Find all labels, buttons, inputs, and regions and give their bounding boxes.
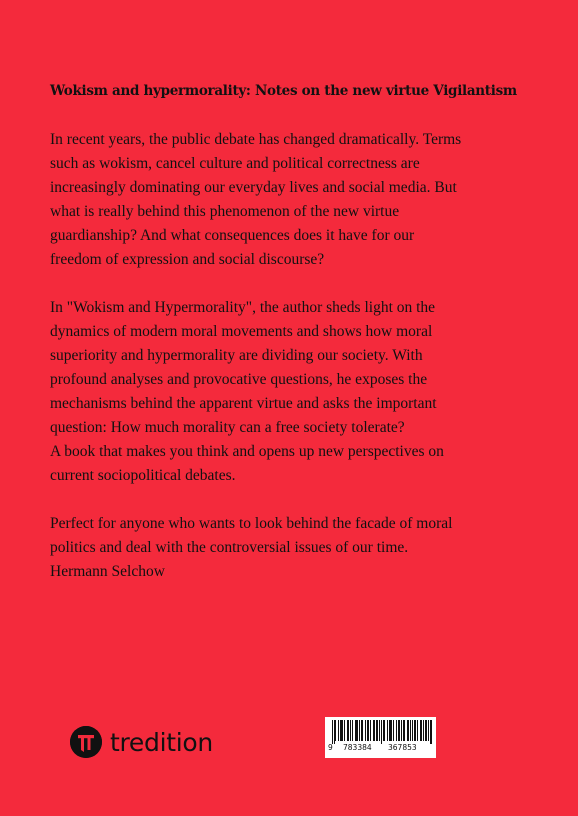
barcode-bar <box>399 720 400 741</box>
barcode-bar <box>338 720 339 741</box>
blurb-line: such as wokism, cancel culture and political correctness are <box>50 155 420 172</box>
barcode-bars-graphic <box>329 720 432 744</box>
barcode-bar <box>396 720 397 741</box>
barcode-bar <box>425 720 426 741</box>
barcode-bar <box>421 720 422 741</box>
blurb-line: current sociopolitical debates. <box>50 467 236 484</box>
blurb-paragraph-1 <box>50 128 520 272</box>
barcode-bar <box>426 720 427 741</box>
barcode-bar <box>408 720 409 741</box>
blurb-line: A book that makes you think and opens up new perspectives on <box>50 443 444 460</box>
blurb-line: freedom of expression and social discourse? <box>50 251 325 268</box>
blurb-line: increasingly dominating our everyday lives and social media. But <box>50 179 457 196</box>
author-name: Hermann Selchow <box>50 563 165 580</box>
blurb-line: Perfect for anyone who wants to look behind the facade of moral <box>50 515 453 532</box>
barcode-bar <box>423 720 424 741</box>
barcode-bar <box>417 720 418 741</box>
barcode-bar <box>428 720 429 741</box>
barcode-bar <box>407 720 408 741</box>
barcode-right-digits: 367853 <box>388 743 417 752</box>
barcode-bar <box>335 720 336 741</box>
barcode-bar <box>368 720 369 741</box>
barcode-bar <box>341 720 342 741</box>
barcode-bar <box>365 720 366 741</box>
barcode-bar <box>401 720 402 741</box>
barcode-bar <box>356 720 357 741</box>
barcode-bar <box>404 720 405 741</box>
barcode-bar <box>431 720 432 744</box>
barcode-bar <box>334 720 335 744</box>
barcode-bar <box>430 720 431 744</box>
barcode-bar <box>414 720 415 741</box>
barcode-bar <box>393 720 394 741</box>
barcode-bar <box>350 720 351 741</box>
blurb-paragraph-2 <box>50 296 520 488</box>
barcode-bar <box>344 720 345 741</box>
barcode-bar <box>376 720 377 741</box>
blurb-paragraph-3 <box>50 512 520 584</box>
barcode-bar <box>374 720 375 741</box>
publisher-logo <box>70 726 213 758</box>
barcode-bar <box>361 720 362 741</box>
barcode-bar <box>390 720 391 741</box>
barcode-bar <box>352 720 353 741</box>
barcode-bar <box>387 720 388 741</box>
blurb-line: guardianship? And what consequences does it have for our <box>50 227 415 244</box>
barcode-bar <box>381 720 382 744</box>
barcode-first-digit: 9 <box>328 743 333 752</box>
blurb-line: question: How much morality can a free society tolerate? <box>50 419 405 436</box>
publisher-name: tredition <box>110 727 213 757</box>
barcode-bar <box>391 720 392 741</box>
barcode-bar <box>410 720 411 741</box>
barcode-bar <box>415 720 416 741</box>
book-title: Wokism and hypermorality: Notes on the new virtue Vigilantism <box>50 83 517 99</box>
blurb-line: mechanisms behind the apparent virtue and asks the important <box>50 395 437 412</box>
barcode-bar <box>370 720 371 741</box>
barcode-bar <box>389 720 390 741</box>
barcode-bar <box>403 720 404 741</box>
blurb-line: In recent years, the public debate has changed dramatically. Terms <box>50 131 462 148</box>
barcode-bar <box>348 720 349 741</box>
barcode-bar <box>332 720 333 744</box>
barcode-bar <box>379 720 380 741</box>
blurb-line: profound analyses and provocative questions, he exposes the <box>50 371 428 388</box>
blurb-line: politics and deal with the controversial issues of our time. <box>50 539 409 556</box>
barcode-bar <box>420 720 421 741</box>
barcode-bar <box>384 720 385 741</box>
blurb-line: what is really behind this phenomenon of the new virtue <box>50 203 400 220</box>
blurb-line: superiority and hypermorality are dividing our society. With <box>50 347 423 364</box>
barcode-bar <box>359 720 360 741</box>
blurb-line: dynamics of modern moral movements and shows how moral <box>50 323 433 340</box>
barcode-bar <box>357 720 358 741</box>
barcode-left-digits: 783384 <box>343 743 372 752</box>
barcode-bar <box>377 720 378 741</box>
barcode-bar <box>412 720 413 741</box>
barcode-bar <box>398 720 399 741</box>
barcode-bar <box>383 720 384 741</box>
barcode-bar <box>340 720 341 741</box>
barcode-bar <box>342 720 343 741</box>
isbn-barcode <box>325 717 436 758</box>
barcode-bar <box>347 720 348 741</box>
barcode-bar <box>373 720 374 741</box>
tredition-logo-icon <box>70 726 102 758</box>
blurb-line: In "Wokism and Hypermorality", the author sheds light on the <box>50 299 436 316</box>
barcode-bar <box>367 720 368 741</box>
barcode-bar <box>355 720 356 741</box>
barcode-bar <box>362 720 363 741</box>
blurb <box>50 128 520 608</box>
